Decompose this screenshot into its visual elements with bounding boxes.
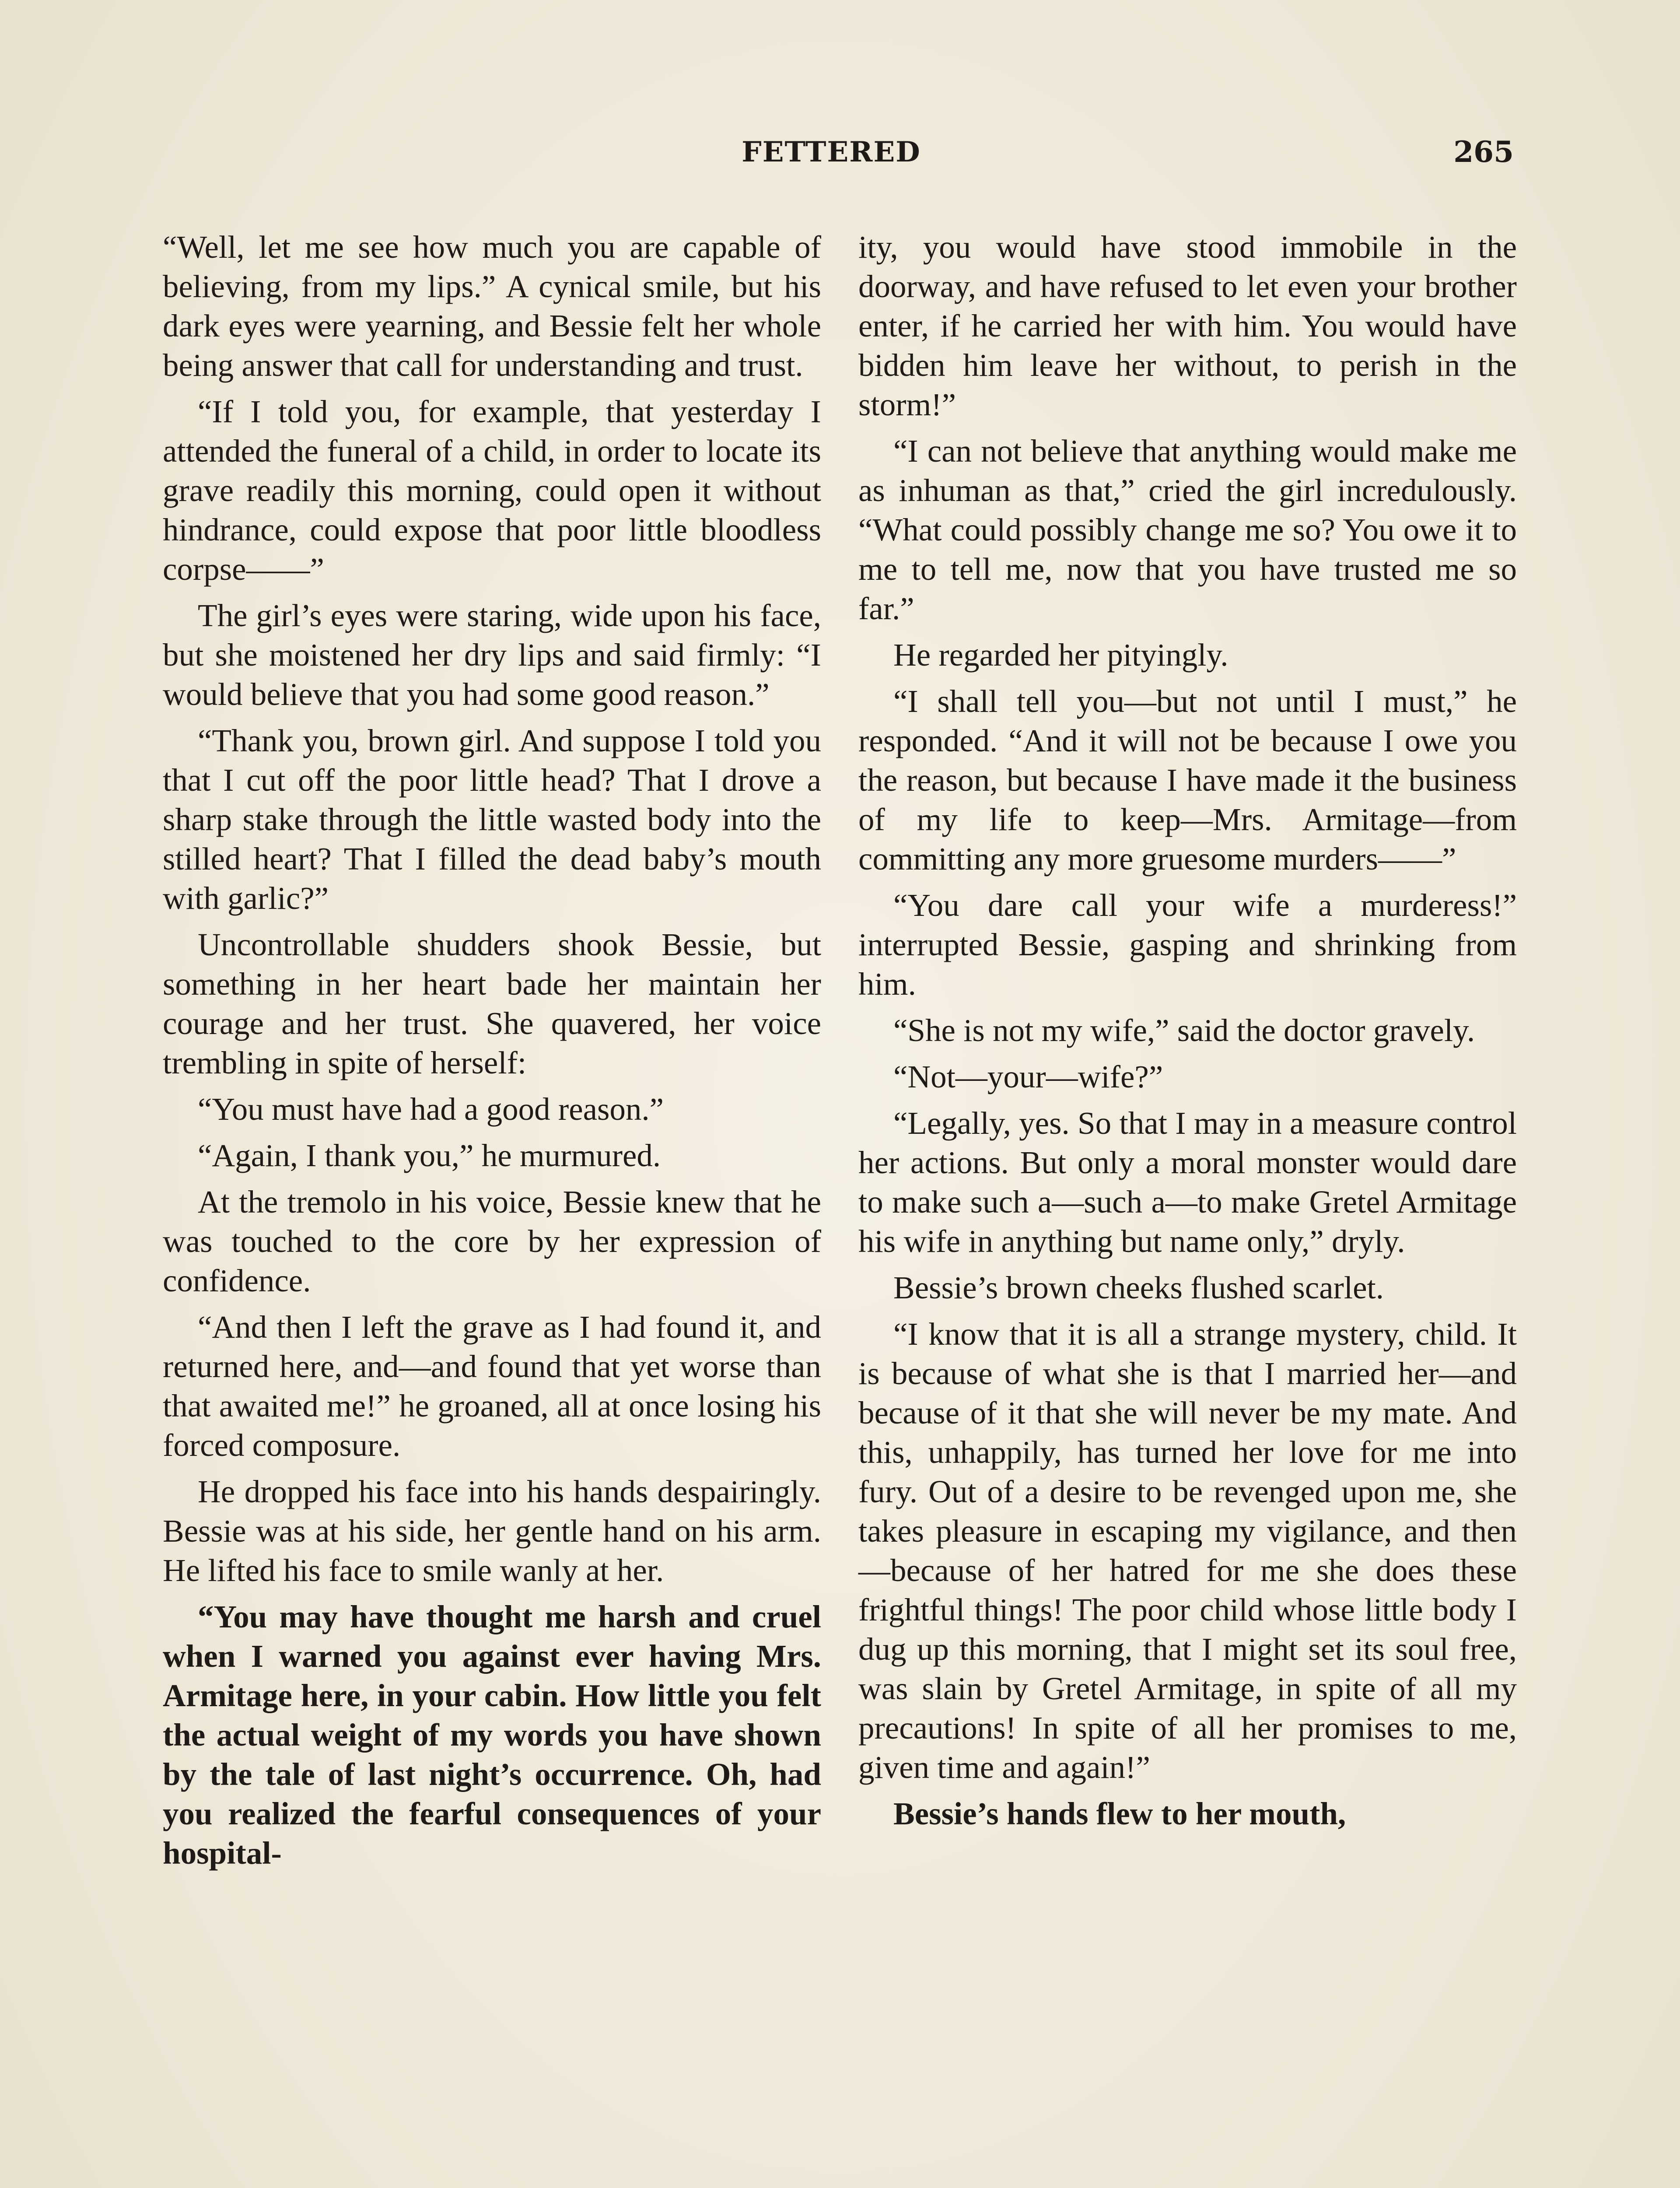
paragraph: “You dare call your wife a murderess!” interrupted Bessie, gasping and shrinking from him. <box>858 887 1517 1002</box>
left-column <box>163 228 821 1880</box>
right-column <box>858 228 1517 1841</box>
paragraph: “Well, let me see how much you are capable of believing, from my lips.” A cynical smile, but his dark eyes were yearning, and Bessie felt her whole being answer that call for understanding and trust. <box>163 229 821 383</box>
paragraph: Bessie’s hands flew to her mouth, <box>893 1796 1346 1831</box>
paragraph: “And then I left the grave as I had found it, and returned here, and—and found that yet worse than that awaited me!” he groaned, all at once losing his forced composure. <box>163 1309 821 1463</box>
paragraph: He regarded her pityingly. <box>893 637 1228 673</box>
page-number: 265 <box>1453 135 1514 169</box>
running-head-title: FETTERED <box>742 136 921 168</box>
paragraph: “She is not my wife,” said the doctor gravely. <box>893 1013 1475 1048</box>
paragraph: “I know that it is all a strange mystery, child. It is because of what she is that I married her—and because of it that she will never be my mate. And this, unhappily, has turned her love for me into fury. Out of a desire to be revenged upon me, she takes pleasure in escaping my vigilance, and then—because of her hatred for me she does these frightful things! The poor child whose little body I dug up this morning, that I might set its soul free, was slain by Gretel Armitage, in spite of all my precautions! In spite of all her promises to me, given time and again!” <box>858 1316 1517 1785</box>
paragraph: “I can not believe that anything would make me as inhuman as that,” cried the girl incredulously. “What could possibly change me so? You owe it to me to tell me, now that you have trusted me so far.” <box>858 433 1517 626</box>
paragraph: “You must have had a good reason.” <box>198 1091 664 1127</box>
paragraph: The girl’s eyes were staring, wide upon his face, but she moistened her dry lips and said firmly: “I would believe that you had some good reason.” <box>163 598 821 712</box>
paragraph: “Legally, yes. So that I may in a measure control her actions. But only a moral monster would dare to make such a—such a—to make Gretel Armitage his wife in anything but name only,” dryly. <box>858 1105 1517 1259</box>
paragraph: Bessie’s brown cheeks flushed scarlet. <box>893 1270 1384 1305</box>
paragraph: “If I told you, for example, that yesterday I attended the funeral of a child, in order to locate its grave readily this morning, could open it without hindrance, could expose that poor little bloodless corpse——” <box>163 394 821 587</box>
paragraph: “You may have thought me harsh and cruel when I warned you against ever having Mrs. Armitage here, in your cabin. How little you felt the actual weight of my words you have shown by the tale of last night’s occurrence. Oh, had you realized the fearful consequences of your hospital- <box>163 1599 821 1871</box>
paragraph: Uncontrollable shudders shook Bessie, but something in her heart bade her maintain her courage and her trust. She quavered, her voice trembling in spite of herself: <box>163 927 821 1080</box>
paragraph: “Thank you, brown girl. And suppose I told you that I cut off the poor little head? That I drove a sharp stake through the little wasted body into the stilled heart? That I filled the dead baby’s mouth with garlic?” <box>163 723 821 916</box>
paragraph: At the tremolo in his voice, Bessie knew that he was touched to the core by her expression of confidence. <box>163 1184 821 1298</box>
paragraph: “Again, I thank you,” he murmured. <box>198 1138 661 1173</box>
paragraph: He dropped his face into his hands despairingly. Bessie was at his side, her gentle hand on his arm. He lifted his face to smile wanly at her. <box>163 1474 821 1588</box>
paragraph: “I shall tell you—but not until I must,” he responded. “And it will not be because I owe you the reason, but because I have made it the business of my life to keep—Mrs. Armitage—from committing any more gruesome murders——” <box>858 684 1517 877</box>
paragraph: ity, you would have stood immobile in the doorway, and have refused to let even your brother enter, if he carried her with him. You would have bidden him leave her without, to perish in the storm!” <box>858 229 1517 422</box>
paragraph: “Not—your—wife?” <box>893 1059 1163 1094</box>
